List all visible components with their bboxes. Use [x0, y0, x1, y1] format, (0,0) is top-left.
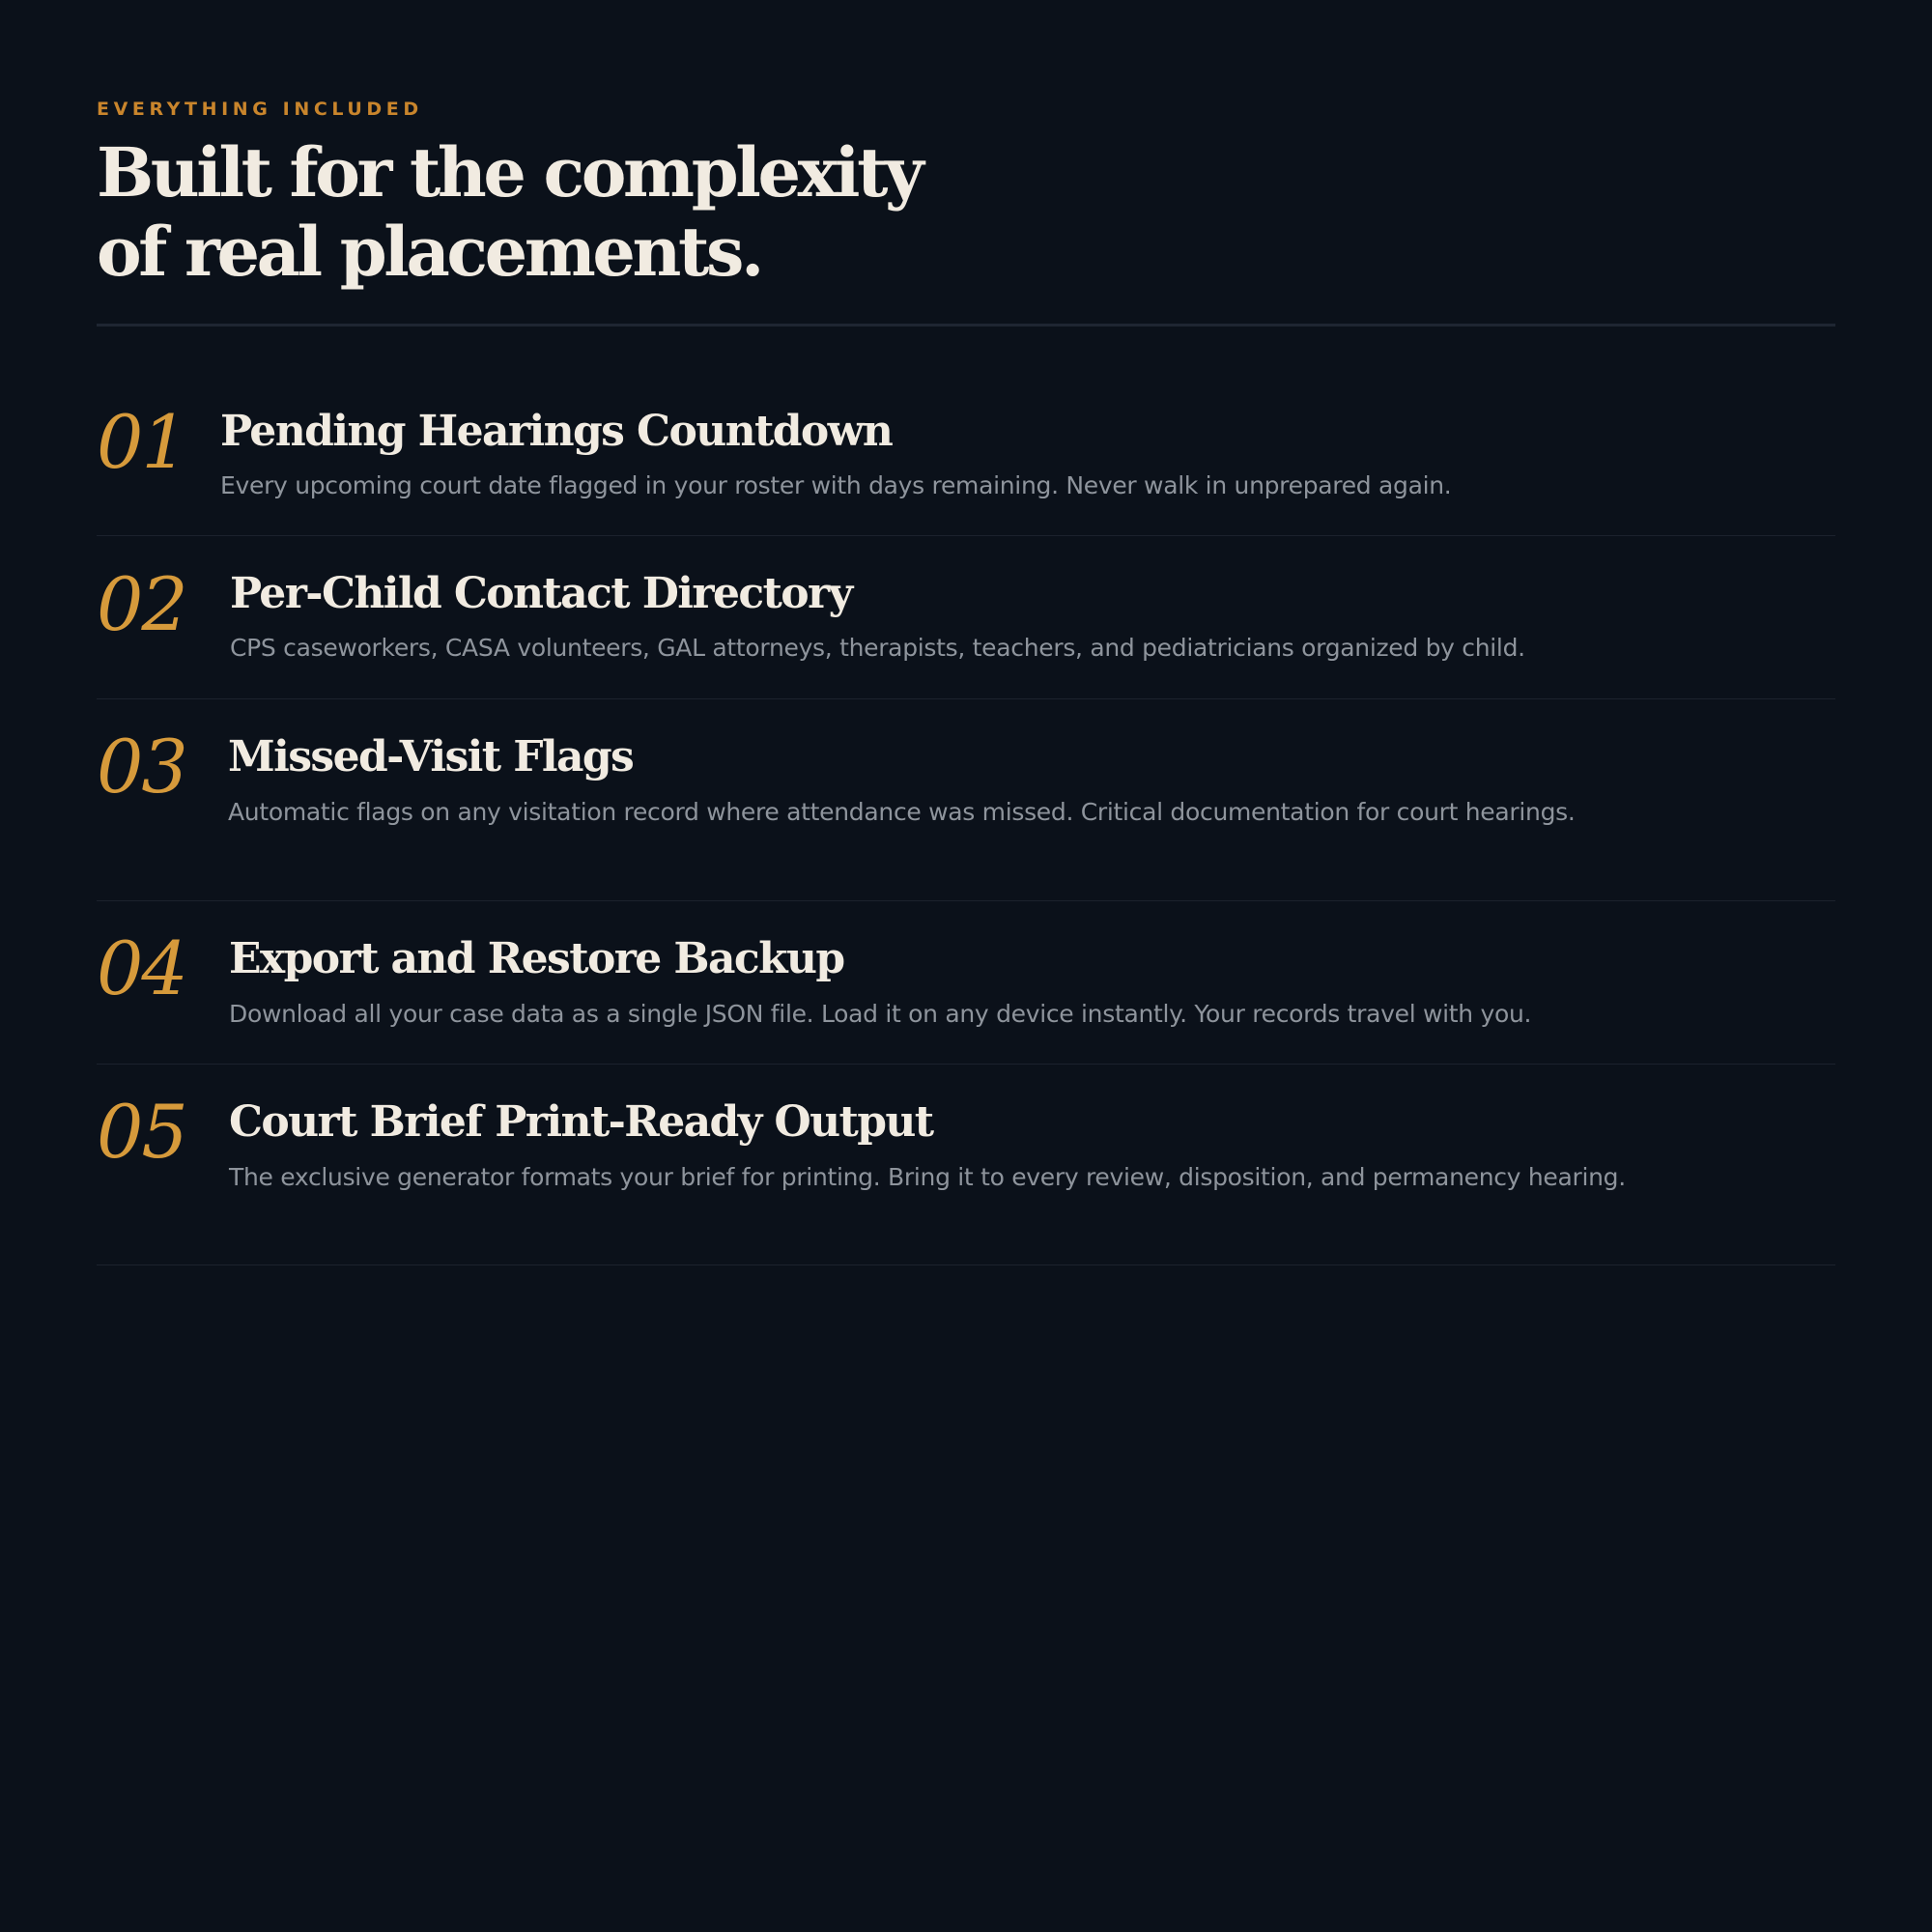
feature-divider — [97, 1264, 1835, 1265]
feature-number: 03 — [97, 724, 186, 810]
feature-title: Court Brief Print-Ready Output — [229, 1097, 933, 1147]
feature-number: 01 — [97, 399, 186, 485]
feature-title: Export and Restore Backup — [229, 934, 844, 983]
feature-divider — [97, 698, 1835, 699]
feature-divider — [97, 535, 1835, 536]
feature-description: Download all your case data as a single JSON file. Load it on any device instantly. Your records travel with you. — [229, 1000, 1532, 1028]
headline-line-1: Built for the complexity — [97, 132, 922, 213]
feature-divider — [97, 900, 1835, 901]
feature-title: Missed-Visit Flags — [228, 732, 634, 781]
feature-divider — [97, 1064, 1835, 1065]
section-eyebrow: EVERYTHING INCLUDED — [97, 99, 423, 120]
feature-description: Every upcoming court date flagged in your roster with days remaining. Never walk in unprepared again. — [220, 471, 1452, 499]
header-divider — [97, 324, 1835, 327]
section-headline — [97, 133, 921, 292]
feature-description: CPS caseworkers, CASA volunteers, GAL attorneys, therapists, teachers, and pediatricians organized by child. — [230, 634, 1525, 662]
feature-description: The exclusive generator formats your brief for printing. Bring it to every review, disposition, and permanency hearing. — [229, 1163, 1626, 1191]
feature-number: 02 — [97, 561, 186, 647]
feature-title: Per-Child Contact Directory — [230, 569, 852, 618]
feature-title: Pending Hearings Countdown — [220, 407, 893, 456]
feature-number: 04 — [97, 925, 186, 1011]
headline-line-2: of real placements. — [97, 212, 761, 292]
feature-description: Automatic flags on any visitation record where attendance was missed. Critical documentation for court hearings. — [228, 798, 1576, 826]
feature-number: 05 — [97, 1089, 186, 1175]
